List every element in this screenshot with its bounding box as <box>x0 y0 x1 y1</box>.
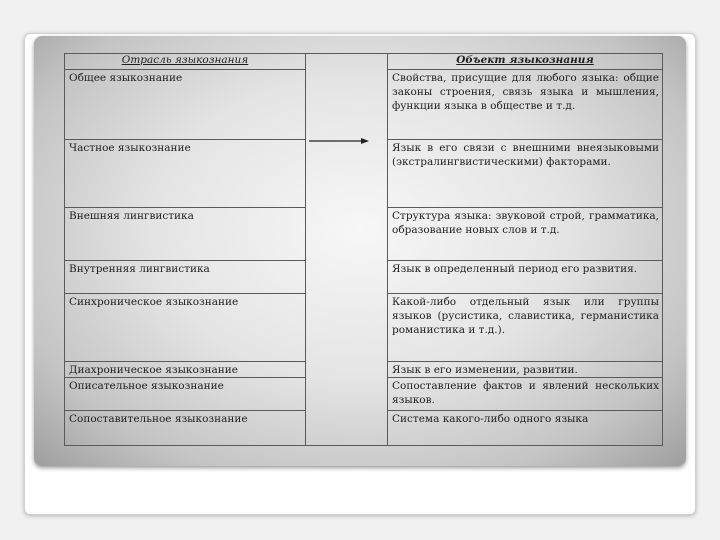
table-row <box>65 377 663 410</box>
object-cell: Какой-либо отдельный язык или группы языков (русистика, славистика, германистика романистика и т.д.). <box>388 293 663 361</box>
branch-cell: Диахроническое языкознание <box>65 361 306 377</box>
branch-cell: Описательное языкознание <box>65 377 306 410</box>
spacer-cell <box>306 410 388 445</box>
branch-cell: Частное языкознание <box>65 140 306 208</box>
object-cell: Язык в его связи с внешними внеязыковыми (экстралингвистическими) факторами. <box>388 140 663 208</box>
table-row <box>65 140 663 208</box>
spacer-cell <box>306 260 388 293</box>
table-row <box>65 293 663 361</box>
branch-cell: Синхроническое языкознание <box>65 293 306 361</box>
table-row <box>65 361 663 377</box>
table-row <box>65 260 663 293</box>
right-arrow-icon <box>309 137 369 145</box>
object-cell: Сопоставление фактов и явлений нескольких языков. <box>388 377 663 410</box>
object-cell: Структура языка: звуковой строй, грамматика, образование новых слов и т.д. <box>388 208 663 260</box>
header-branch: Отрасль языкознания <box>65 54 306 70</box>
branch-cell: Внешняя лингвистика <box>65 208 306 260</box>
spacer-cell <box>306 377 388 410</box>
spacer-cell <box>306 70 388 140</box>
table-row <box>65 208 663 260</box>
spacer-cell <box>306 361 388 377</box>
object-cell: Язык в его изменении, развитии. <box>388 361 663 377</box>
spacer-cell <box>306 208 388 260</box>
branch-cell: Внутренняя лингвистика <box>65 260 306 293</box>
object-cell: Свойства, присущие для любого языка: общие законы строения, связь языка и мышления, функции языка в обществе и т.д. <box>388 70 663 140</box>
linguistics-table <box>64 53 663 446</box>
table-row <box>65 410 663 445</box>
header-object: Объект языкознания <box>388 54 663 70</box>
spacer-cell <box>306 293 388 361</box>
table-header-row <box>65 54 663 70</box>
object-cell: Язык в определенный период его развития. <box>388 260 663 293</box>
object-cell: Система какого-либо одного языка <box>388 410 663 445</box>
arrow-cell <box>306 140 388 208</box>
branch-cell: Сопоставительное языкознание <box>65 410 306 445</box>
branch-cell: Общее языкознание <box>65 70 306 140</box>
table-row <box>65 70 663 140</box>
spacer-cell <box>306 54 388 70</box>
